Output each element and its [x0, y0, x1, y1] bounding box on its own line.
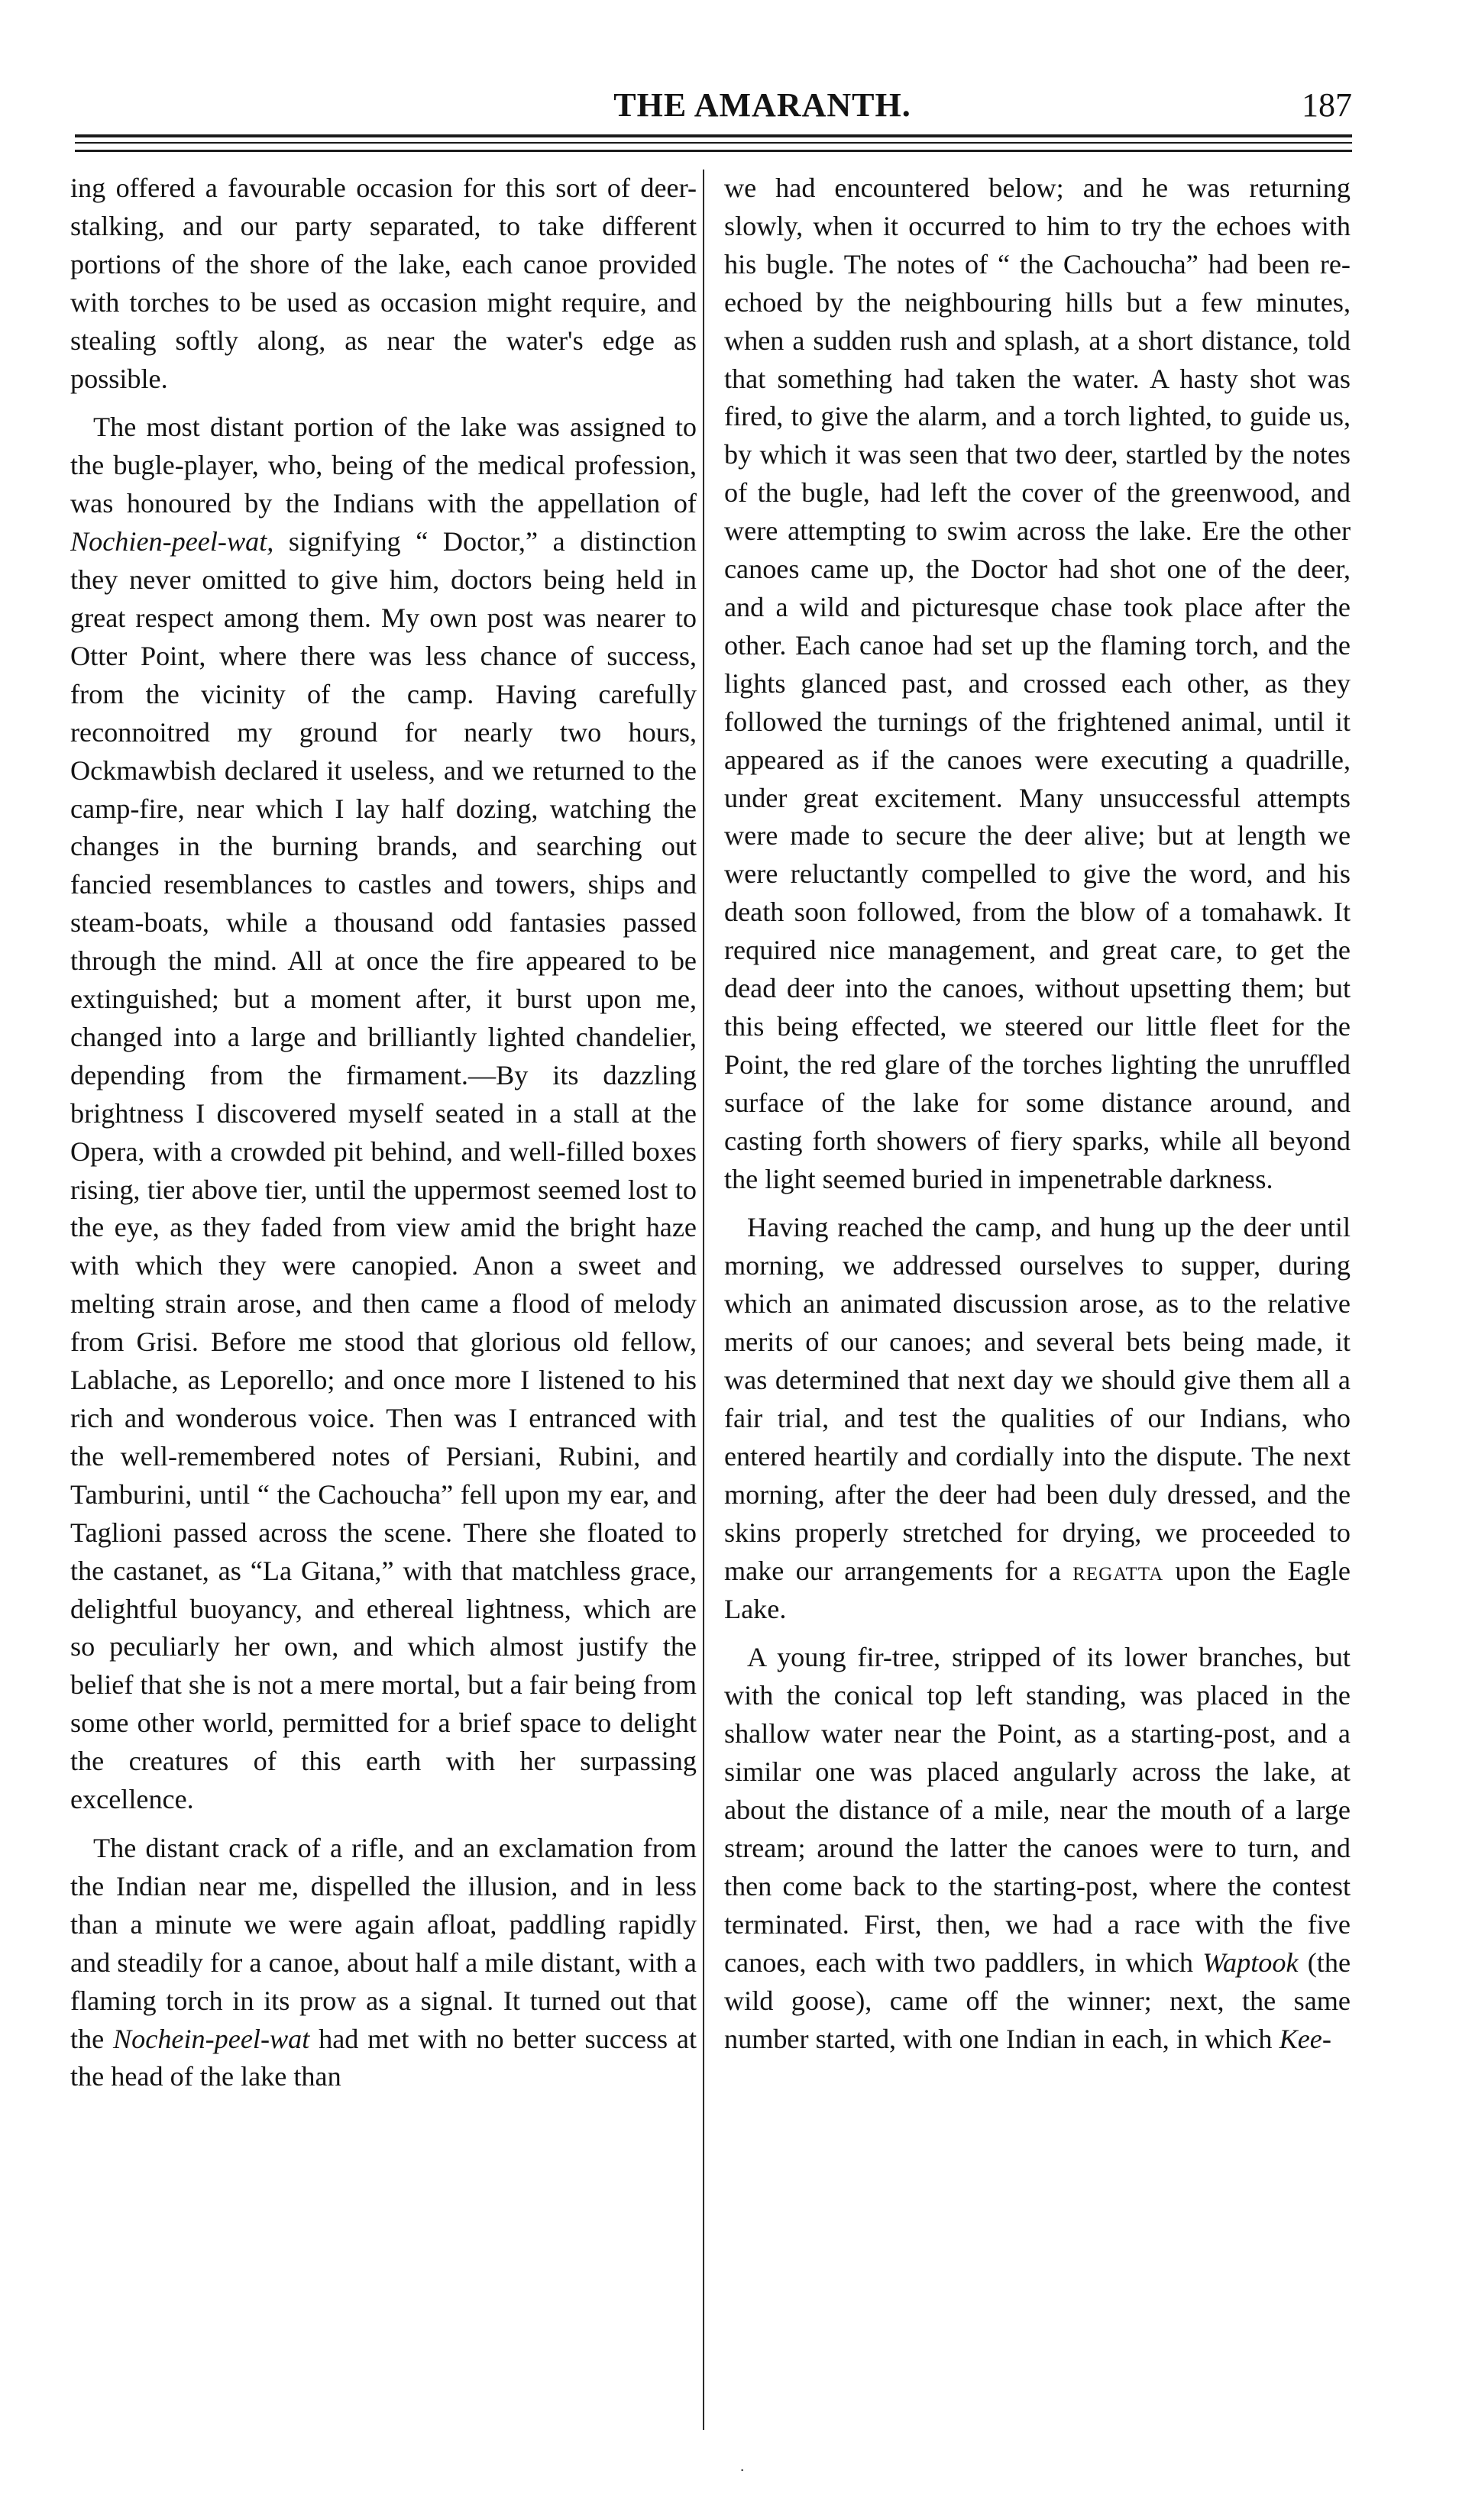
paragraph [724, 1209, 1351, 1628]
text-run: (the wild goose), came off the winner; next, the same number started, with one Indian in each, in which [724, 1947, 1351, 2054]
paragraph [70, 409, 697, 1819]
right-column [724, 170, 1351, 2453]
page-header [75, 86, 1352, 139]
column-divider [703, 170, 704, 2430]
paragraph [724, 1639, 1351, 2058]
text-run: upon the Eagle Lake. [724, 1555, 1351, 1624]
paragraph [724, 170, 1351, 1198]
text-run: had met with no better success at the head of the lake than [70, 2023, 697, 2092]
italic-name: Nochein-peel-wat [113, 2023, 310, 2054]
page-number: 187 [1302, 86, 1352, 124]
header-rule-top [75, 134, 1352, 137]
text-run: signifying “ Doctor,” a distinction they never omitted to give him, doctors being held in great respect among them. My own post was nearer to Otter Point, where there was less chance of success, from the vicinity of the camp. Having carefully reconnoitred my ground for nearly two hours, Ockmawbish declared it useless, and we returned to the camp-fire, near which I lay half dozing, watching the changes in the burning brands, and searching out fancied resemblances to castles and towers, ships and steam-boats, while a thousand odd fantasies passed through the mind. All at once the fire appeared to be extinguished; but a moment after, it burst upon me, changed into a large and brilliantly lighted chandelier, depending from the firmament.—By its dazzling brightness I discovered myself seated in a stall at the Opera, with a crowded pit behind, and well-filled boxes rising, tier above tier, until the uppermost seemed lost to the eye, as they faded from view amid the bright haze with which they were canopied. Anon a sweet and melting strain arose, and then came a flood of melody from Grisi. Before me stood that glorious old fellow, Lablache, as Leporello; and once more I listened to his rich and wonderous voice. Then was I entranced with the well-remembered notes of Persiani, Rubini, and Tamburini, until “ the Cachoucha” fell upon my ear, and Taglioni passed across the scene. There she floated to the castanet, as “La Gitana,” with that matchless grace, delightful buoyancy, and ethereal lightness, which are so peculiarly her own, and which almost justify the belief that she is not a mere mortal, but a fair being from some other world, permitted for a brief space to delight the creatures of this earth with her surpassing excellence. [70, 526, 697, 1815]
header-rule-middle [75, 142, 1352, 144]
left-column [70, 170, 697, 2453]
text-run: A young fir-tree, stripped of its lower branches, but with the conical top left standing, was placed in the shallow water near the Point, as a starting-post, and a similar one was placed angularly across the lake, at about the distance of a mile, near the mouth of a large stream; around the latter the canoes were to turn, and then come back to the starting-post, where the contest terminated. First, then, we had a race with the five canoes, each with two paddlers, in which [724, 1642, 1351, 1978]
text-run: we had encountered below; and he was returning slowly, when it occurred to him to try the echoes with his bugle. The notes of “ the Cachoucha” had been re-echoed by the neighbouring hills but a few minutes, when a sudden rush and splash, at a short distance, told that something had taken the water. A hasty shot was fired, to give the alarm, and a torch lighted, to guide us, by which it was seen that two deer, startled by the notes of the bugle, had left the cover of the greenwood, and were attempting to swim across the lake. Ere the other canoes came up, the Doctor had shot one of the deer, and a wild and picturesque chase took place after the other. Each canoe had set up the flaming torch, and the lights glanced past, and crossed each other, as they followed the turnings of the frightened animal, until it appeared as if the canoes were executing a quadrille, under great excitement. Many unsuccessful attempts were made to secure the deer alive; but at length we were reluctantly compelled to give the word, and his death soon followed, from the blow of a tomahawk. It required nice management, and great care, to get the dead deer into the canoes, without upsetting them; but this being effected, we steered our little fleet for the Point, the red glare of the torches lighting the unruffled surface of the lake for some distance around, and casting forth showers of fiery sparks, while all beyond the light seemed buried in impenetrable darkness. [724, 173, 1351, 1194]
italic-name: Nochien-peel-wat, [70, 526, 274, 557]
running-title: THE AMARANTH. [613, 86, 911, 124]
italic-name: Kee- [1279, 2023, 1331, 2054]
paragraph [70, 1830, 697, 2096]
header-rule-bottom [75, 150, 1352, 152]
text-run: The distant crack of a rifle, and an exclamation from the Indian near me, dispelled the illusion, and in less than a minute we were again afloat, paddling rapidly and steadily for a canoe, about half a mile distant, with a flaming torch in its prow as a signal. It turned out that the [70, 1832, 697, 2054]
text-run: The most distant portion of the lake was assigned to the bugle-player, who, being of the medical profession, was honoured by the Indians with the appellation of [70, 412, 697, 519]
footer-mark: · [739, 2460, 746, 2480]
paragraph [70, 170, 697, 398]
italic-name: Waptook [1202, 1947, 1299, 1978]
text-run: Having reached the camp, and hung up the deer until morning, we addressed ourselves to supper, during which an animated discussion arose, as to the relative merits of our canoes; and several bets being made, it was determined that next day we should give them all a fair trial, and test the qualities of our Indians, who entered heartily and cordially into the dispute. The next morning, after the deer had been duly dressed, and the skins properly stretched for drying, we proceeded to make our arrangements for a [724, 1212, 1351, 1586]
text-run: ing offered a favourable occasion for this sort of deer-stalking, and our party separated, to take different portions of the shore of the lake, each canoe provided with torches to be used as occasion might require, and stealing softly along, as near the water's edge as possible. [70, 173, 697, 394]
small-caps-word: regatta [1072, 1555, 1164, 1586]
